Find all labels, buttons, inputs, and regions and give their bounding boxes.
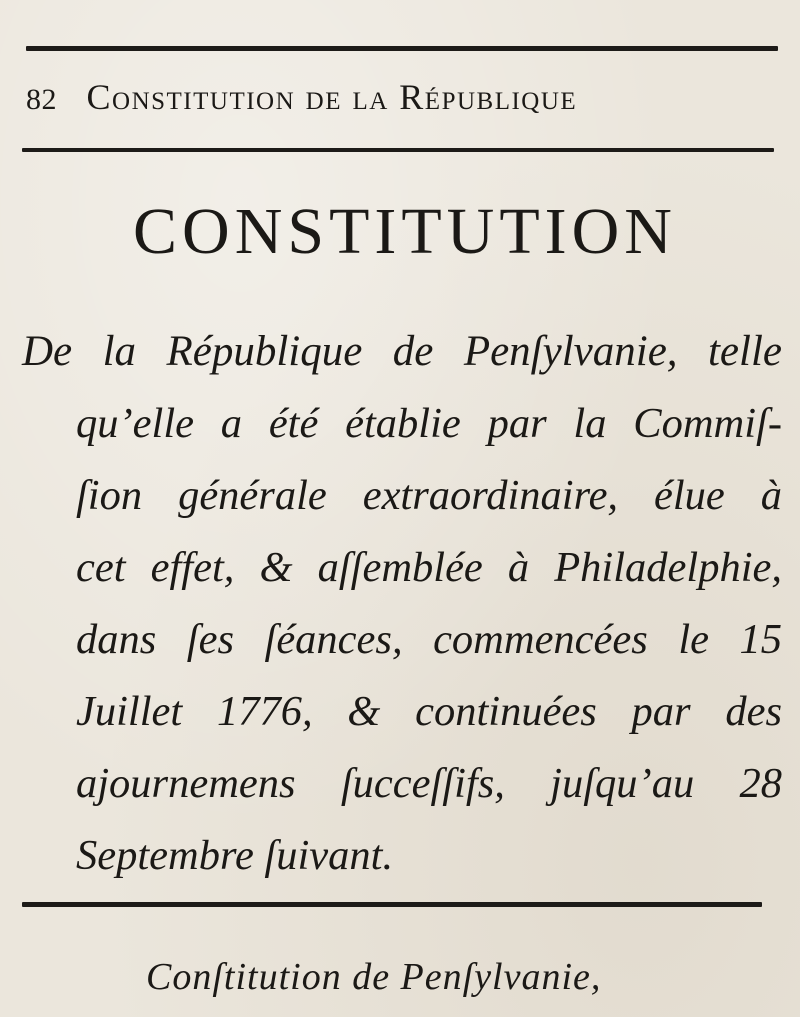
body-line: Septembre ſuivant.: [76, 832, 394, 879]
page-number: 82: [26, 83, 57, 116]
running-title: Constitution de la République: [86, 77, 578, 117]
body-paragraph: [22, 316, 782, 892]
body-line: ajournemens ſucceſſifs, juſqu’au 28: [76, 760, 782, 807]
running-head: [26, 72, 766, 122]
catchword: Conſtitution de Penſylvanie,: [146, 956, 602, 998]
body-line: dans ſes ſéances, commencées le 15: [76, 616, 782, 663]
top-rule: [26, 46, 778, 51]
header-rule: [22, 148, 774, 152]
body-line: cet effet, & aſſemblée à Philadelphie,: [76, 544, 782, 591]
body-line: Juillet 1776, & continuées par des: [76, 688, 782, 735]
bottom-rule: [22, 902, 762, 907]
body-line: qu’elle a été établie par la Commiſ-: [76, 400, 782, 447]
body-line: De la République de Penſylvanie, telle: [22, 328, 782, 375]
page-title: CONSTITUTION: [133, 195, 677, 268]
body-line: ſion générale extraordinaire, élue à: [76, 472, 782, 519]
